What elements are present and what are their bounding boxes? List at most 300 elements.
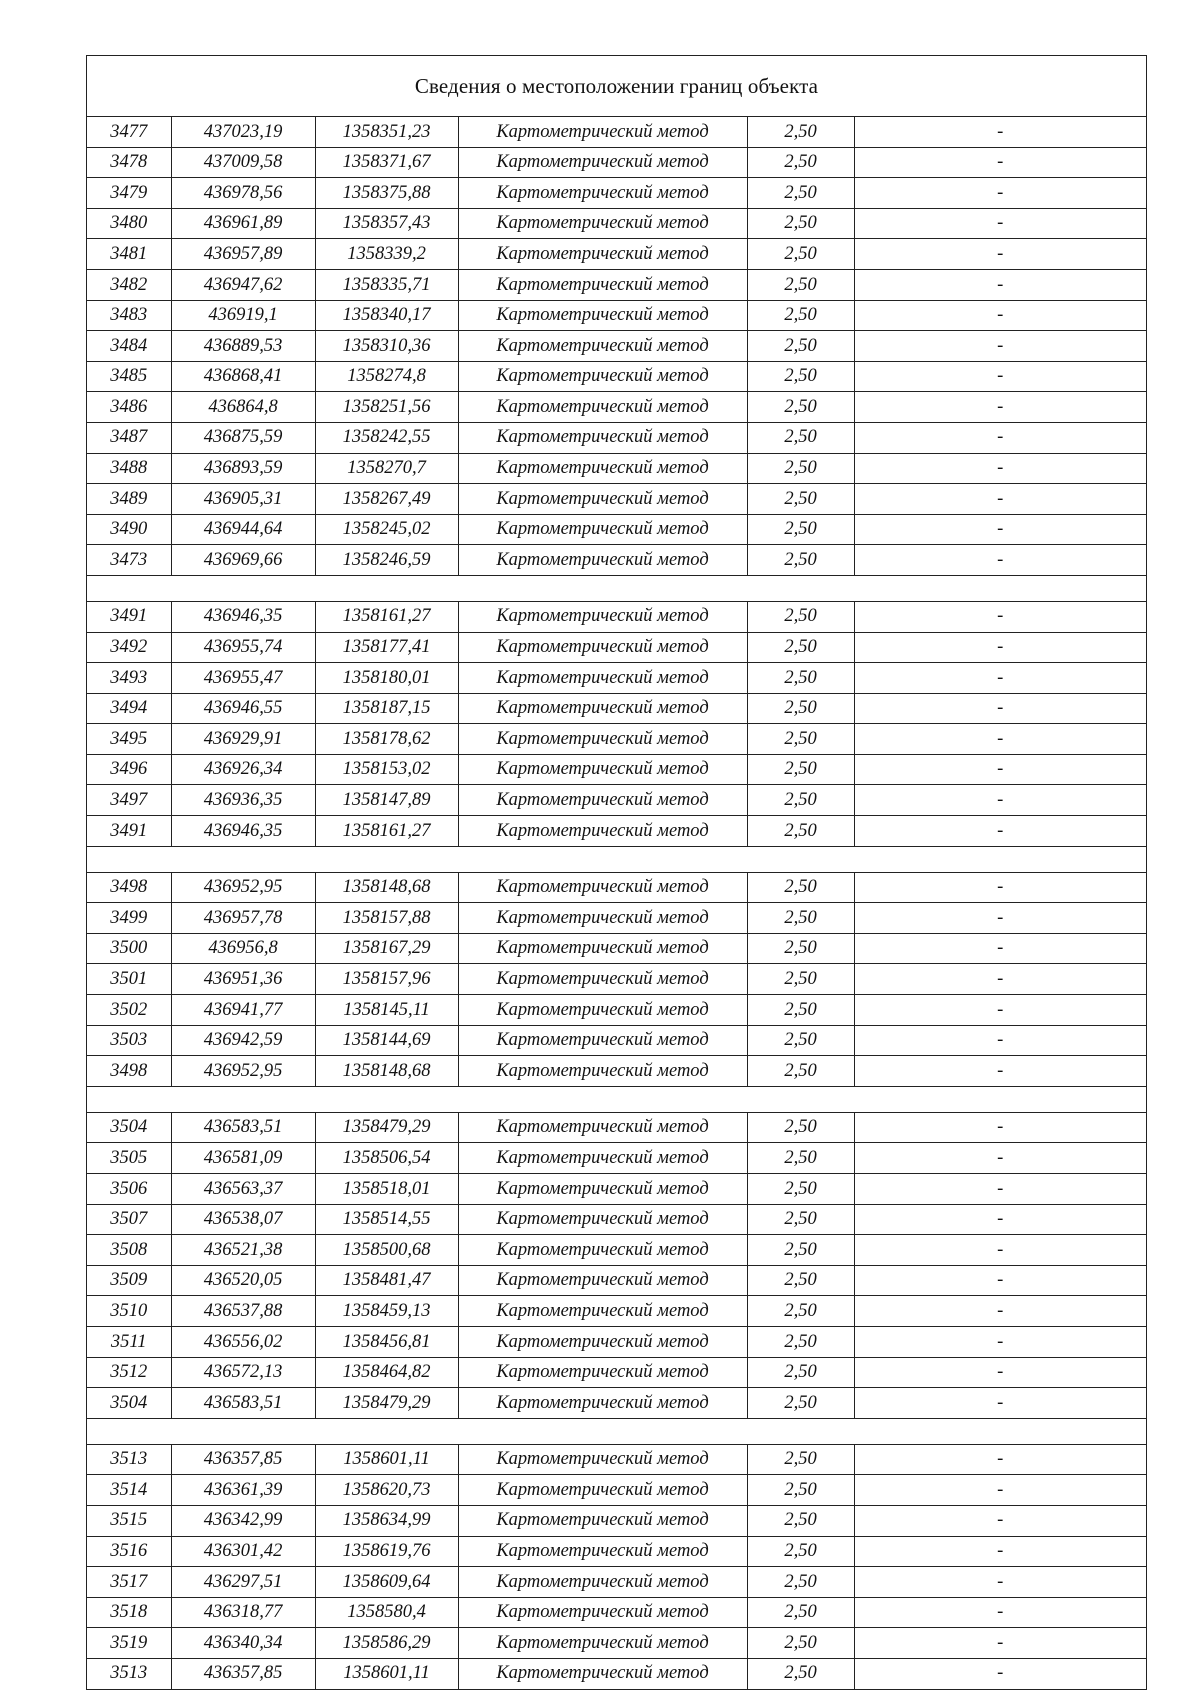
y-coordinate-cell: 1358479,29	[315, 1112, 458, 1143]
table-row	[87, 601, 1146, 632]
note-cell: -	[854, 1143, 1146, 1174]
method-cell: Картометрический метод	[458, 208, 747, 239]
accuracy-cell: 2,50	[747, 1388, 854, 1419]
y-coordinate-cell: 1358167,29	[315, 933, 458, 964]
y-coordinate-cell: 1358456,81	[315, 1326, 458, 1357]
y-coordinate-cell: 1358514,55	[315, 1204, 458, 1235]
x-coordinate-cell: 436868,41	[171, 361, 315, 392]
point-number-cell: 3484	[87, 331, 171, 362]
table-row	[87, 1143, 1146, 1174]
point-number-cell: 3490	[87, 514, 171, 545]
x-coordinate-cell: 436946,35	[171, 816, 315, 847]
y-coordinate-cell: 1358506,54	[315, 1143, 458, 1174]
x-coordinate-cell: 436583,51	[171, 1388, 315, 1419]
y-coordinate-cell: 1358242,55	[315, 422, 458, 453]
note-cell: -	[854, 117, 1146, 147]
table-row	[87, 754, 1146, 785]
x-coordinate-cell: 436357,85	[171, 1444, 315, 1475]
method-cell: Картометрический метод	[458, 1597, 747, 1628]
x-coordinate-cell: 436951,36	[171, 964, 315, 995]
point-number-cell: 3510	[87, 1296, 171, 1327]
y-coordinate-cell: 1358371,67	[315, 147, 458, 178]
table-row	[87, 816, 1146, 847]
note-cell: -	[854, 1388, 1146, 1419]
x-coordinate-cell: 436301,42	[171, 1536, 315, 1567]
y-coordinate-cell: 1358580,4	[315, 1597, 458, 1628]
accuracy-cell: 2,50	[747, 933, 854, 964]
point-number-cell: 3498	[87, 872, 171, 903]
accuracy-cell: 2,50	[747, 392, 854, 423]
group-separator-row	[87, 846, 1146, 872]
x-coordinate-cell: 436538,07	[171, 1204, 315, 1235]
table-row	[87, 117, 1146, 147]
point-number-cell: 3480	[87, 208, 171, 239]
note-cell: -	[854, 1536, 1146, 1567]
y-coordinate-cell: 1358459,13	[315, 1296, 458, 1327]
y-coordinate-cell: 1358310,36	[315, 331, 458, 362]
y-coordinate-cell: 1358148,68	[315, 1056, 458, 1087]
note-cell: -	[854, 1326, 1146, 1357]
note-cell: -	[854, 785, 1146, 816]
method-cell: Картометрический метод	[458, 1265, 747, 1296]
note-cell: -	[854, 239, 1146, 270]
accuracy-cell: 2,50	[747, 1475, 854, 1506]
accuracy-cell: 2,50	[747, 1296, 854, 1327]
method-cell: Картометрический метод	[458, 239, 747, 270]
accuracy-cell: 2,50	[747, 724, 854, 755]
method-cell: Картометрический метод	[458, 453, 747, 484]
point-number-cell: 3512	[87, 1357, 171, 1388]
point-number-cell: 3508	[87, 1235, 171, 1266]
method-cell: Картометрический метод	[458, 1056, 747, 1087]
method-cell: Картометрический метод	[458, 1326, 747, 1357]
method-cell: Картометрический метод	[458, 269, 747, 300]
point-number-cell: 3493	[87, 663, 171, 694]
table-row	[87, 239, 1146, 270]
y-coordinate-cell: 1358157,88	[315, 903, 458, 934]
table-row	[87, 724, 1146, 755]
table-row	[87, 933, 1146, 964]
note-cell: -	[854, 178, 1146, 209]
point-number-cell: 3504	[87, 1388, 171, 1419]
method-cell: Картометрический метод	[458, 392, 747, 423]
note-cell: -	[854, 331, 1146, 362]
group-separator-cell	[87, 1086, 1146, 1112]
x-coordinate-cell: 436556,02	[171, 1326, 315, 1357]
accuracy-cell: 2,50	[747, 453, 854, 484]
table-row	[87, 178, 1146, 209]
x-coordinate-cell: 436956,8	[171, 933, 315, 964]
note-cell: -	[854, 1025, 1146, 1056]
method-cell: Картометрический метод	[458, 1112, 747, 1143]
accuracy-cell: 2,50	[747, 1628, 854, 1659]
point-number-cell: 3494	[87, 693, 171, 724]
table-row	[87, 1597, 1146, 1628]
note-cell: -	[854, 269, 1146, 300]
y-coordinate-cell: 1358267,49	[315, 484, 458, 515]
x-coordinate-cell: 436947,62	[171, 269, 315, 300]
table-row	[87, 300, 1146, 331]
note-cell: -	[854, 1475, 1146, 1506]
point-number-cell: 3513	[87, 1658, 171, 1688]
point-number-cell: 3489	[87, 484, 171, 515]
table-row	[87, 785, 1146, 816]
boundary-points-table-body	[87, 117, 1146, 1689]
table-row	[87, 632, 1146, 663]
x-coordinate-cell: 436961,89	[171, 208, 315, 239]
point-number-cell: 3492	[87, 632, 171, 663]
y-coordinate-cell: 1358180,01	[315, 663, 458, 694]
point-number-cell: 3519	[87, 1628, 171, 1659]
note-cell: -	[854, 1112, 1146, 1143]
note-cell: -	[854, 453, 1146, 484]
boundary-points-document	[86, 55, 1147, 1690]
y-coordinate-cell: 1358270,7	[315, 453, 458, 484]
x-coordinate-cell: 436521,38	[171, 1235, 315, 1266]
point-number-cell: 3503	[87, 1025, 171, 1056]
method-cell: Картометрический метод	[458, 1536, 747, 1567]
accuracy-cell: 2,50	[747, 754, 854, 785]
y-coordinate-cell: 1358161,27	[315, 816, 458, 847]
accuracy-cell: 2,50	[747, 1567, 854, 1598]
accuracy-cell: 2,50	[747, 1326, 854, 1357]
table-row	[87, 1475, 1146, 1506]
group-separator-cell	[87, 1418, 1146, 1444]
table-row	[87, 1536, 1146, 1567]
x-coordinate-cell: 436342,99	[171, 1505, 315, 1536]
y-coordinate-cell: 1358518,01	[315, 1174, 458, 1205]
method-cell: Картометрический метод	[458, 545, 747, 576]
point-number-cell: 3477	[87, 117, 171, 147]
y-coordinate-cell: 1358147,89	[315, 785, 458, 816]
method-cell: Картометрический метод	[458, 1357, 747, 1388]
x-coordinate-cell: 436941,77	[171, 995, 315, 1026]
table-row	[87, 208, 1146, 239]
point-number-cell: 3504	[87, 1112, 171, 1143]
table-row	[87, 872, 1146, 903]
point-number-cell: 3498	[87, 1056, 171, 1087]
y-coordinate-cell: 1358274,8	[315, 361, 458, 392]
accuracy-cell: 2,50	[747, 514, 854, 545]
x-coordinate-cell: 436563,37	[171, 1174, 315, 1205]
note-cell: -	[854, 995, 1146, 1026]
x-coordinate-cell: 436875,59	[171, 422, 315, 453]
x-coordinate-cell: 436889,53	[171, 331, 315, 362]
y-coordinate-cell: 1358178,62	[315, 724, 458, 755]
accuracy-cell: 2,50	[747, 1025, 854, 1056]
accuracy-cell: 2,50	[747, 484, 854, 515]
x-coordinate-cell: 436944,64	[171, 514, 315, 545]
method-cell: Картометрический метод	[458, 1174, 747, 1205]
table-row	[87, 1326, 1146, 1357]
note-cell: -	[854, 816, 1146, 847]
note-cell: -	[854, 964, 1146, 995]
note-cell: -	[854, 1174, 1146, 1205]
y-coordinate-cell: 1358500,68	[315, 1235, 458, 1266]
note-cell: -	[854, 1235, 1146, 1266]
method-cell: Картометрический метод	[458, 1567, 747, 1598]
y-coordinate-cell: 1358351,23	[315, 117, 458, 147]
boundary-points-table	[87, 117, 1146, 1689]
point-number-cell: 3499	[87, 903, 171, 934]
accuracy-cell: 2,50	[747, 693, 854, 724]
point-number-cell: 3487	[87, 422, 171, 453]
note-cell: -	[854, 484, 1146, 515]
accuracy-cell: 2,50	[747, 1597, 854, 1628]
table-row	[87, 514, 1146, 545]
method-cell: Картометрический метод	[458, 816, 747, 847]
table-row	[87, 331, 1146, 362]
accuracy-cell: 2,50	[747, 1536, 854, 1567]
table-row	[87, 1265, 1146, 1296]
note-cell: -	[854, 1265, 1146, 1296]
x-coordinate-cell: 436952,95	[171, 1056, 315, 1087]
group-separator-cell	[87, 846, 1146, 872]
table-row	[87, 545, 1146, 576]
point-number-cell: 3517	[87, 1567, 171, 1598]
x-coordinate-cell: 436361,39	[171, 1475, 315, 1506]
x-coordinate-cell: 436926,34	[171, 754, 315, 785]
method-cell: Картометрический метод	[458, 964, 747, 995]
y-coordinate-cell: 1358619,76	[315, 1536, 458, 1567]
accuracy-cell: 2,50	[747, 1444, 854, 1475]
x-coordinate-cell: 436340,34	[171, 1628, 315, 1659]
y-coordinate-cell: 1358187,15	[315, 693, 458, 724]
x-coordinate-cell: 436955,74	[171, 632, 315, 663]
table-row	[87, 269, 1146, 300]
method-cell: Картометрический метод	[458, 1505, 747, 1536]
x-coordinate-cell: 436969,66	[171, 545, 315, 576]
note-cell: -	[854, 514, 1146, 545]
accuracy-cell: 2,50	[747, 903, 854, 934]
accuracy-cell: 2,50	[747, 300, 854, 331]
table-row	[87, 1296, 1146, 1327]
x-coordinate-cell: 436957,89	[171, 239, 315, 270]
accuracy-cell: 2,50	[747, 601, 854, 632]
table-row	[87, 1025, 1146, 1056]
accuracy-cell: 2,50	[747, 872, 854, 903]
table-row	[87, 663, 1146, 694]
note-cell: -	[854, 1567, 1146, 1598]
accuracy-cell: 2,50	[747, 1235, 854, 1266]
y-coordinate-cell: 1358340,17	[315, 300, 458, 331]
note-cell: -	[854, 1296, 1146, 1327]
accuracy-cell: 2,50	[747, 1265, 854, 1296]
y-coordinate-cell: 1358375,88	[315, 178, 458, 209]
method-cell: Картометрический метод	[458, 872, 747, 903]
note-cell: -	[854, 933, 1146, 964]
point-number-cell: 3500	[87, 933, 171, 964]
x-coordinate-cell: 436957,78	[171, 903, 315, 934]
point-number-cell: 3505	[87, 1143, 171, 1174]
accuracy-cell: 2,50	[747, 545, 854, 576]
point-number-cell: 3502	[87, 995, 171, 1026]
point-number-cell: 3488	[87, 453, 171, 484]
method-cell: Картометрический метод	[458, 331, 747, 362]
accuracy-cell: 2,50	[747, 964, 854, 995]
accuracy-cell: 2,50	[747, 995, 854, 1026]
note-cell: -	[854, 754, 1146, 785]
x-coordinate-cell: 436929,91	[171, 724, 315, 755]
method-cell: Картометрический метод	[458, 1143, 747, 1174]
y-coordinate-cell: 1358339,2	[315, 239, 458, 270]
note-cell: -	[854, 872, 1146, 903]
method-cell: Картометрический метод	[458, 1235, 747, 1266]
x-coordinate-cell: 436919,1	[171, 300, 315, 331]
point-number-cell: 3478	[87, 147, 171, 178]
x-coordinate-cell: 436978,56	[171, 178, 315, 209]
point-number-cell: 3483	[87, 300, 171, 331]
accuracy-cell: 2,50	[747, 269, 854, 300]
x-coordinate-cell: 437023,19	[171, 117, 315, 147]
point-number-cell: 3515	[87, 1505, 171, 1536]
note-cell: -	[854, 724, 1146, 755]
group-separator-row	[87, 575, 1146, 601]
point-number-cell: 3511	[87, 1326, 171, 1357]
method-cell: Картометрический метод	[458, 1388, 747, 1419]
x-coordinate-cell: 437009,58	[171, 147, 315, 178]
x-coordinate-cell: 436936,35	[171, 785, 315, 816]
point-number-cell: 3496	[87, 754, 171, 785]
table-row	[87, 1567, 1146, 1598]
y-coordinate-cell: 1358153,02	[315, 754, 458, 785]
x-coordinate-cell: 436955,47	[171, 663, 315, 694]
table-row	[87, 693, 1146, 724]
y-coordinate-cell: 1358586,29	[315, 1628, 458, 1659]
point-number-cell: 3501	[87, 964, 171, 995]
method-cell: Картометрический метод	[458, 1475, 747, 1506]
x-coordinate-cell: 436581,09	[171, 1143, 315, 1174]
accuracy-cell: 2,50	[747, 663, 854, 694]
point-number-cell: 3514	[87, 1475, 171, 1506]
accuracy-cell: 2,50	[747, 147, 854, 178]
method-cell: Картометрический метод	[458, 1658, 747, 1688]
method-cell: Картометрический метод	[458, 933, 747, 964]
y-coordinate-cell: 1358335,71	[315, 269, 458, 300]
note-cell: -	[854, 1505, 1146, 1536]
table-row	[87, 453, 1146, 484]
y-coordinate-cell: 1358145,11	[315, 995, 458, 1026]
method-cell: Картометрический метод	[458, 422, 747, 453]
table-row	[87, 484, 1146, 515]
accuracy-cell: 2,50	[747, 1357, 854, 1388]
accuracy-cell: 2,50	[747, 1143, 854, 1174]
method-cell: Картометрический метод	[458, 178, 747, 209]
table-row	[87, 392, 1146, 423]
group-separator-cell	[87, 575, 1146, 601]
table-row	[87, 1628, 1146, 1659]
x-coordinate-cell: 436583,51	[171, 1112, 315, 1143]
point-number-cell: 3482	[87, 269, 171, 300]
method-cell: Картометрический метод	[458, 1025, 747, 1056]
accuracy-cell: 2,50	[747, 632, 854, 663]
point-number-cell: 3506	[87, 1174, 171, 1205]
point-number-cell: 3495	[87, 724, 171, 755]
x-coordinate-cell: 436893,59	[171, 453, 315, 484]
accuracy-cell: 2,50	[747, 1056, 854, 1087]
y-coordinate-cell: 1358246,59	[315, 545, 458, 576]
table-row	[87, 1444, 1146, 1475]
table-row	[87, 1388, 1146, 1419]
document-title: Сведения о местоположении границ объекта	[87, 56, 1146, 117]
x-coordinate-cell: 436946,35	[171, 601, 315, 632]
method-cell: Картометрический метод	[458, 147, 747, 178]
y-coordinate-cell: 1358161,27	[315, 601, 458, 632]
method-cell: Картометрический метод	[458, 693, 747, 724]
x-coordinate-cell: 436537,88	[171, 1296, 315, 1327]
note-cell: -	[854, 545, 1146, 576]
note-cell: -	[854, 422, 1146, 453]
note-cell: -	[854, 601, 1146, 632]
method-cell: Картометрический метод	[458, 903, 747, 934]
accuracy-cell: 2,50	[747, 178, 854, 209]
x-coordinate-cell: 436297,51	[171, 1567, 315, 1598]
x-coordinate-cell: 436357,85	[171, 1658, 315, 1688]
table-row	[87, 903, 1146, 934]
note-cell: -	[854, 300, 1146, 331]
y-coordinate-cell: 1358601,11	[315, 1444, 458, 1475]
method-cell: Картометрический метод	[458, 724, 747, 755]
note-cell: -	[854, 1357, 1146, 1388]
note-cell: -	[854, 1597, 1146, 1628]
point-number-cell: 3513	[87, 1444, 171, 1475]
group-separator-row	[87, 1086, 1146, 1112]
table-row	[87, 1204, 1146, 1235]
y-coordinate-cell: 1358144,69	[315, 1025, 458, 1056]
group-separator-row	[87, 1418, 1146, 1444]
method-cell: Картометрический метод	[458, 663, 747, 694]
note-cell: -	[854, 1056, 1146, 1087]
point-number-cell: 3481	[87, 239, 171, 270]
table-row	[87, 1235, 1146, 1266]
accuracy-cell: 2,50	[747, 361, 854, 392]
table-row	[87, 995, 1146, 1026]
accuracy-cell: 2,50	[747, 422, 854, 453]
y-coordinate-cell: 1358157,96	[315, 964, 458, 995]
accuracy-cell: 2,50	[747, 1112, 854, 1143]
y-coordinate-cell: 1358357,43	[315, 208, 458, 239]
note-cell: -	[854, 392, 1146, 423]
accuracy-cell: 2,50	[747, 239, 854, 270]
note-cell: -	[854, 663, 1146, 694]
x-coordinate-cell: 436946,55	[171, 693, 315, 724]
y-coordinate-cell: 1358464,82	[315, 1357, 458, 1388]
x-coordinate-cell: 436318,77	[171, 1597, 315, 1628]
method-cell: Картометрический метод	[458, 484, 747, 515]
method-cell: Картометрический метод	[458, 514, 747, 545]
x-coordinate-cell: 436905,31	[171, 484, 315, 515]
y-coordinate-cell: 1358479,29	[315, 1388, 458, 1419]
table-row	[87, 1357, 1146, 1388]
method-cell: Картометрический метод	[458, 1444, 747, 1475]
x-coordinate-cell: 436942,59	[171, 1025, 315, 1056]
point-number-cell: 3509	[87, 1265, 171, 1296]
y-coordinate-cell: 1358620,73	[315, 1475, 458, 1506]
method-cell: Картометрический метод	[458, 632, 747, 663]
point-number-cell: 3497	[87, 785, 171, 816]
note-cell: -	[854, 1628, 1146, 1659]
y-coordinate-cell: 1358481,47	[315, 1265, 458, 1296]
note-cell: -	[854, 1444, 1146, 1475]
point-number-cell: 3491	[87, 601, 171, 632]
note-cell: -	[854, 903, 1146, 934]
note-cell: -	[854, 147, 1146, 178]
note-cell: -	[854, 1204, 1146, 1235]
method-cell: Картометрический метод	[458, 785, 747, 816]
accuracy-cell: 2,50	[747, 1204, 854, 1235]
point-number-cell: 3486	[87, 392, 171, 423]
y-coordinate-cell: 1358601,11	[315, 1658, 458, 1688]
